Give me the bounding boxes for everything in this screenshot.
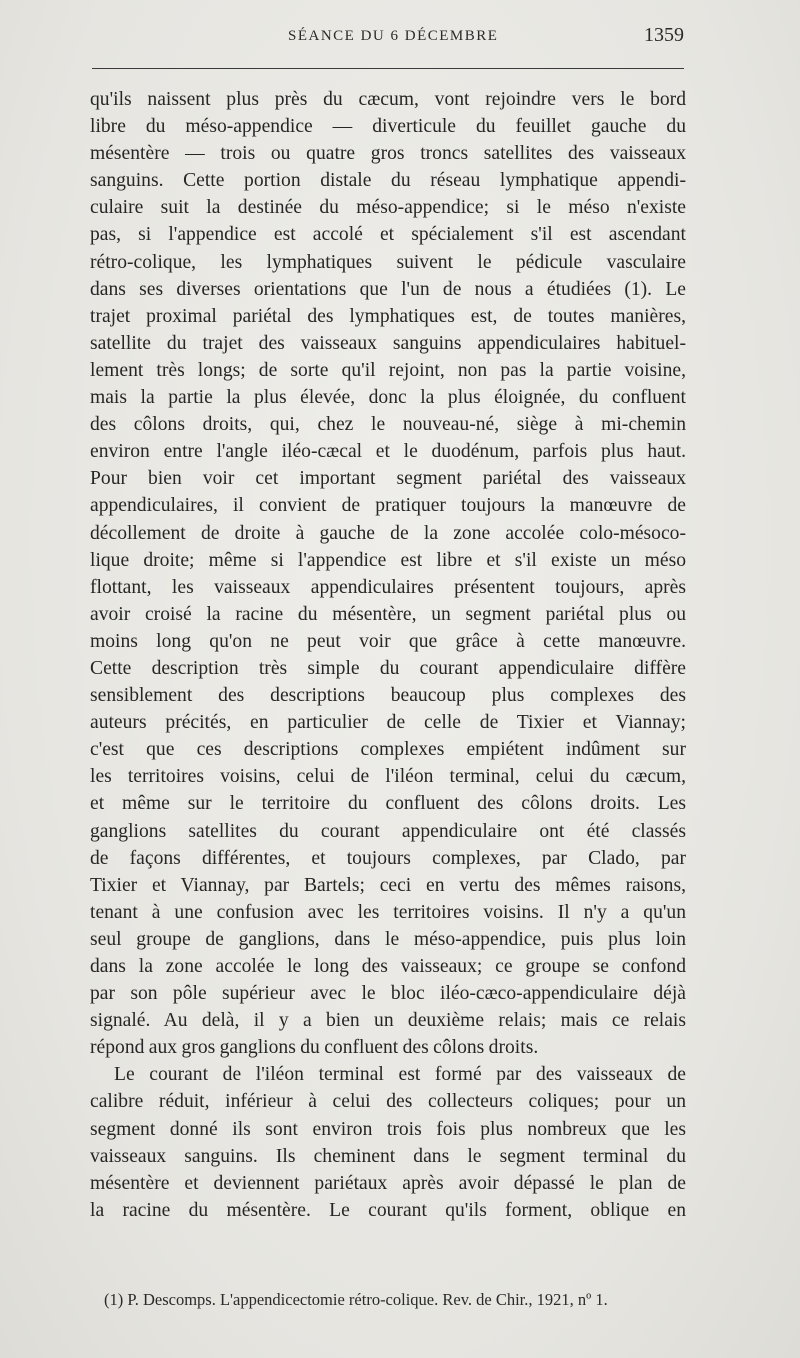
text-line: vaisseaux sanguins. Ils cheminent dans le segment terminal du bbox=[90, 1145, 686, 1167]
text-line: mésentère — trois ou quatre gros troncs satellites des vaisseaux bbox=[90, 143, 686, 165]
text-line: c'est que ces descriptions complexes empiétent indûment sur bbox=[90, 739, 686, 761]
text-line: appendiculaires, il convient de pratiquer toujours la manœuvre de bbox=[90, 495, 686, 517]
page-header bbox=[90, 22, 690, 52]
text-line: sensiblement des descriptions beaucoup plus complexes des bbox=[90, 685, 686, 707]
paragraph-2 bbox=[90, 1061, 686, 1224]
text-line: Cette description très simple du courant appendiculaire diffère bbox=[90, 657, 686, 679]
text-line: seul groupe de ganglions, dans le méso-appendice, puis plus loin bbox=[90, 928, 686, 950]
text-line: les territoires voisins, celui de l'iléon terminal, celui du cæcum, bbox=[90, 766, 686, 788]
text-line: et même sur le territoire du confluent des côlons droits. Les bbox=[90, 793, 686, 815]
text-line: avoir croisé la racine du mésentère, un segment pariétal plus ou bbox=[90, 603, 686, 625]
body-text bbox=[90, 86, 686, 1224]
text-line: Pour bien voir cet important segment pariétal des vaisseaux bbox=[90, 468, 686, 490]
running-title: SÉANCE DU 6 DÉCEMBRE bbox=[288, 28, 499, 44]
text-line: Tixier et Viannay, par Bartels; ceci en vertu des mêmes raisons, bbox=[90, 874, 686, 896]
text-line: Le courant de l'iléon terminal est formé par des vaisseaux de bbox=[114, 1064, 686, 1086]
text-line: mais la partie la plus élevée, donc la plus éloignée, du confluent bbox=[90, 387, 686, 409]
text-line: des côlons droits, qui, chez le nouveau-né, siège à mi-chemin bbox=[90, 414, 686, 436]
text-line: mésentère et deviennent pariétaux après avoir dépassé le plan de bbox=[90, 1172, 686, 1194]
text-line: dans la zone accolée le long des vaisseaux; ce groupe se confond bbox=[90, 956, 686, 977]
text-line: dans ses diverses orientations que l'un de nous a étudiées (1). Le bbox=[90, 278, 686, 300]
text-line: tenant à une confusion avec les territoires voisins. Il n'y a qu'un bbox=[90, 901, 686, 923]
text-line: rétro-colique, les lymphatiques suivent le pédicule vasculaire bbox=[90, 251, 686, 273]
page-number: 1359 bbox=[644, 24, 684, 46]
paragraph-1 bbox=[90, 86, 686, 1061]
text-line: qu'ils naissent plus près du cæcum, vont rejoindre vers le bord bbox=[90, 89, 686, 110]
header-rule bbox=[92, 68, 684, 69]
footnote-text: P. Descomps. L'appendicectomie rétro-colique. Rev. de Chir., 1921, nº 1. bbox=[127, 1290, 608, 1309]
text-line: auteurs précités, en particulier de celle de Tixier et Viannay; bbox=[90, 712, 686, 734]
text-line: de façons différentes, et toujours complexes, par Clado, par bbox=[90, 847, 686, 869]
text-line: culaire suit la destinée du méso-appendice; si le méso n'existe bbox=[90, 197, 686, 219]
text-line: trajet proximal pariétal des lymphatiques est, de toutes manières, bbox=[90, 305, 686, 327]
text-line: moins long qu'on ne peut voir que grâce à cette manœuvre. bbox=[90, 630, 686, 652]
text-line: par son pôle supérieur avec le bloc iléo-cæco-appendiculaire déjà bbox=[90, 983, 686, 1005]
footnote-marker: (1) bbox=[104, 1290, 124, 1309]
text-line: ganglions satellites du courant appendiculaire ont été classés bbox=[90, 820, 686, 842]
text-line: décollement de droite à gauche de la zone accolée colo-mésoco- bbox=[90, 522, 686, 544]
text-line: sanguins. Cette portion distale du réseau lymphatique appendi- bbox=[90, 170, 686, 192]
text-line: calibre réduit, inférieur à celui des collecteurs coliques; pour un bbox=[90, 1091, 686, 1113]
text-line: signalé. Au delà, il y a bien un deuxième relais; mais ce relais bbox=[90, 1010, 686, 1032]
text-line: segment donné ils sont environ trois fois plus nombreux que les bbox=[90, 1118, 686, 1140]
text-line: satellite du trajet des vaisseaux sanguins appendiculaires habituel- bbox=[90, 332, 686, 354]
text-line: environ entre l'angle iléo-cæcal et le duodénum, parfois plus haut. bbox=[90, 441, 686, 463]
text-line: lement très longs; de sorte qu'il rejoint, non pas la partie voisine, bbox=[90, 359, 686, 381]
text-line: la racine du mésentère. Le courant qu'ils forment, oblique en bbox=[90, 1199, 686, 1221]
text-line: répond aux gros ganglions du confluent des côlons droits. bbox=[90, 1037, 539, 1059]
footnote bbox=[104, 1290, 694, 1310]
text-line: pas, si l'appendice est accolé et spécialement s'il est ascendant bbox=[90, 224, 686, 246]
text-line: libre du méso-appendice — diverticule du feuillet gauche du bbox=[90, 116, 686, 138]
text-line: lique droite; même si l'appendice est libre et s'il existe un méso bbox=[90, 549, 686, 571]
text-line: flottant, les vaisseaux appendiculaires présentent toujours, après bbox=[90, 576, 686, 598]
